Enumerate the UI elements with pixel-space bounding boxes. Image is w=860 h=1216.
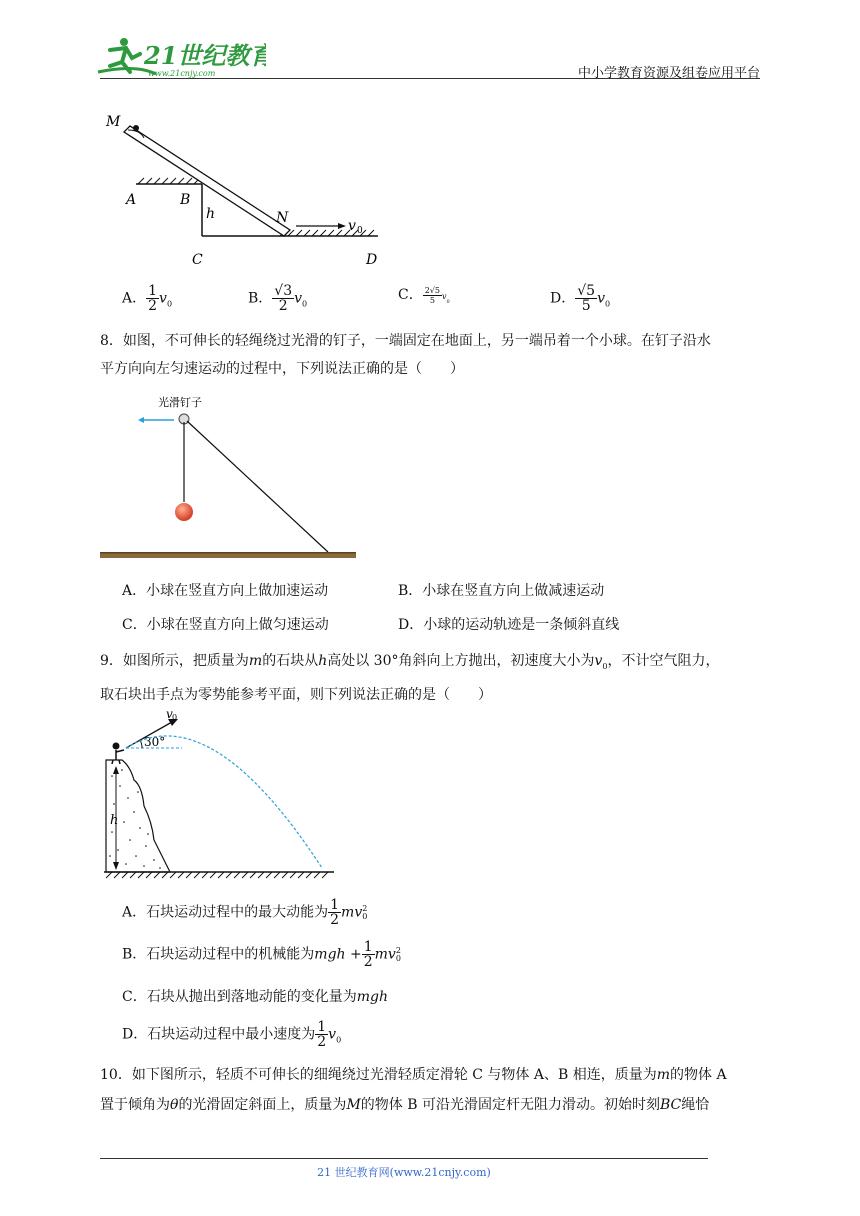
- q9-figure: [100, 706, 340, 882]
- svg-text:v: v: [166, 707, 173, 721]
- svg-text:www.21cnjy.com: www.21cnjy.com: [148, 69, 216, 78]
- q9-option-a[interactable]: A．石块运动过程中的最大动能为 $\frac{1}{2}$ mv 2 0: [122, 897, 368, 928]
- svg-text:A: A: [126, 192, 137, 208]
- q10-stem: 10．如下图所示，轻质不可伸长的细绳绕过光滑轻质定滑轮 C 与物体 A、B 相连，质量为m的物体 A 置于倾角为θ的光滑固定斜面上，质量为M的物体 B 可沿光滑固定杆无阻力滑动。初始时刻BC绳恰: [100, 1067, 727, 1113]
- q9-option-c[interactable]: C．石块从抛出到落地动能的变化量为mgh: [122, 989, 388, 1005]
- q8-option-a[interactable]: A．小球在竖直方向上做加速运动: [122, 583, 329, 599]
- q7-option-b[interactable]: B． $\frac{√3}{2}$ $v_0$: [248, 283, 308, 314]
- header-rule: [100, 78, 760, 79]
- q9-option-d[interactable]: D．石块运动过程中最小速度为 $\frac{1}{2}$ $v_0$: [122, 1019, 342, 1050]
- q8-option-d[interactable]: D．小球的运动轨迹是一条倾斜直线: [398, 617, 620, 633]
- svg-text:0: 0: [172, 713, 178, 722]
- q9-option-b[interactable]: B．石块运动过程中的机械能为mgh + $\frac{1}{2}$ mv 2 0: [122, 939, 401, 970]
- svg-text:N: N: [276, 210, 289, 226]
- q8-figure: [100, 388, 360, 568]
- svg-text:C: C: [192, 252, 203, 268]
- svg-text:B: B: [180, 192, 191, 208]
- svg-text:h: h: [110, 813, 119, 828]
- q7-option-d[interactable]: D． $\frac{√5}{5}$ $v_0$: [550, 283, 611, 314]
- svg-text:M: M: [106, 114, 121, 130]
- header-logo: [96, 36, 266, 80]
- q9-stem: 9．如图所示，把质量为m的石块从h高处以 30°角斜向上方抛出，初速度大小为$v_0$，不计空气阻力， 取石块出手点为零势能参考平面，则下列说法正确的是（ ）: [100, 653, 720, 703]
- runner-logo-icon: [96, 36, 266, 80]
- q8-stem: 8．如图，不可伸长的轻绳绕过光滑的钉子，一端固定在地面上，另一端吊着一个小球。在钉子沿水 平方向向左匀速运动的过程中，下列说法正确的是（ ）: [100, 333, 711, 377]
- q7-figure: [100, 108, 390, 278]
- svg-text:21世纪教育: 21世纪教育: [144, 41, 266, 70]
- svg-text:D: D: [366, 252, 378, 268]
- footer-text[interactable]: 21 世纪教育网(www.21cnjy.com): [317, 1166, 491, 1179]
- svg-text:光滑钉子: 光滑钉子: [158, 396, 202, 409]
- q8-option-b[interactable]: B．小球在竖直方向上做减速运动: [398, 583, 605, 599]
- q8-option-c[interactable]: C．小球在竖直方向上做匀速运动: [122, 617, 329, 633]
- svg-text:h: h: [206, 206, 216, 222]
- svg-text:0: 0: [357, 226, 363, 236]
- q7-option-c[interactable]: C． $\frac{2√5}{5}$ $v_0$: [398, 285, 450, 305]
- footer-rule: [100, 1158, 708, 1159]
- svg-text:v: v: [348, 218, 356, 234]
- svg-text:30°: 30°: [144, 735, 166, 749]
- header-right-text: 中小学教育资源及组卷应用平台: [577, 66, 760, 81]
- q7-option-a[interactable]: A． $\frac{1}{2}$ $v_0$: [122, 283, 173, 314]
